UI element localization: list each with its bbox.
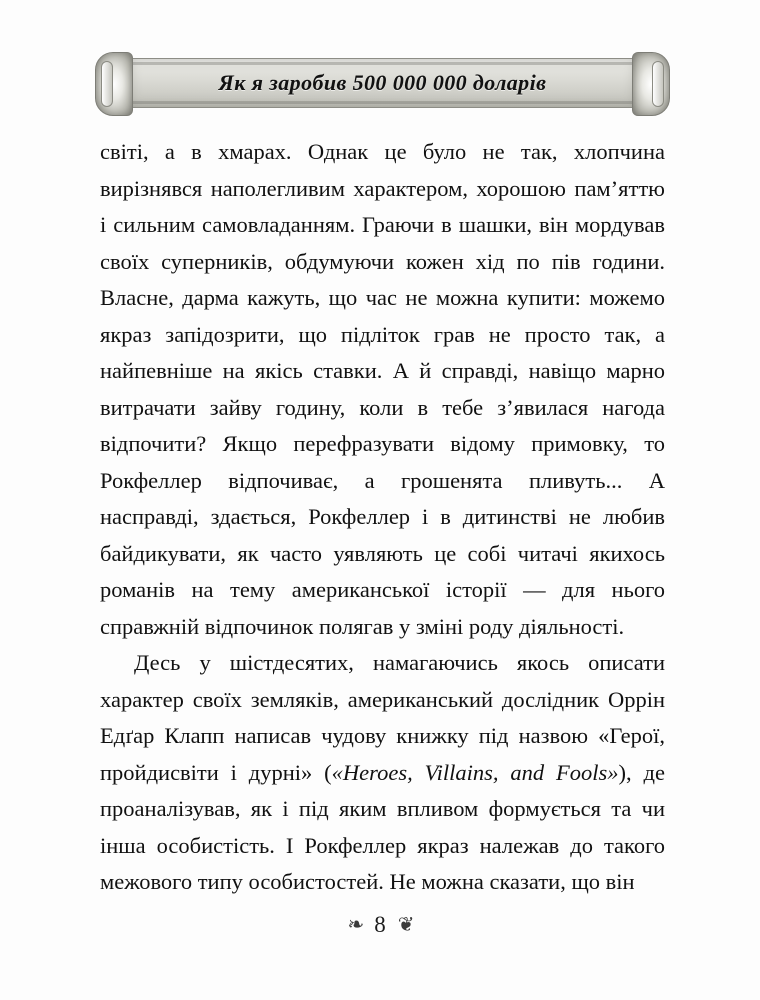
ribbon [95,52,670,114]
paragraph [100,134,665,645]
ornament-right-icon: ❦ [397,914,413,936]
italic-book-title: «Heroes, Villains, and Fools» [331,759,619,785]
scroll-curl-right-icon [632,52,670,116]
page-number: 8 [374,912,386,937]
paragraph [100,645,665,901]
page-header-banner [95,52,670,114]
text-run: ), де проаналізував, як і під яким впливом формується та чи інша особистість. І Рокфеллер якраз належав до такого межового типу особистостей. Не можна сказати, що він [100,759,665,894]
page-footer [0,912,760,938]
scroll-curl-left-icon [95,52,133,116]
text-run: світі, а в хмарах. Однак це було не так, хлопчина вирізнявся наполегливим характером, хорошою пам’яттю і сильним самовладанням. Граючи в шашки, він мордував своїх суперників, обдумуючи кожен хід по пів години. Власне, дарма кажуть, що час не можна купити: можемо якраз запідозрити, що підліток грав не просто так, а найпевніше на якісь ставки. А й справді, навіщо марно витрачати зайву годину, коли в тебе з’явилася нагода відпочити? Якщо перефразувати відому примовку, то Рокфеллер відпочиває, а грошенята пливуть... А насправді, здається, Рокфеллер і в дитинстві не любив байдикувати, як часто уявляють це собі читачі якихось романів на тему американської історії — для нього справжній відпочинок полягав у зміні роду діяльності. [100,139,665,639]
page-body-text [100,134,665,901]
text-run: Десь у шістдесятих, намагаючись якось описати характер своїх земляків, американський дослідник Оррін Едґар Клапп написав чудову книжку під назвою «Герої, пройдисвіти і дурні» ( [100,650,665,785]
running-head-title: Як я заробив 500 000 000 доларів [218,70,547,95]
ornament-left-icon: ❧ [347,914,363,936]
